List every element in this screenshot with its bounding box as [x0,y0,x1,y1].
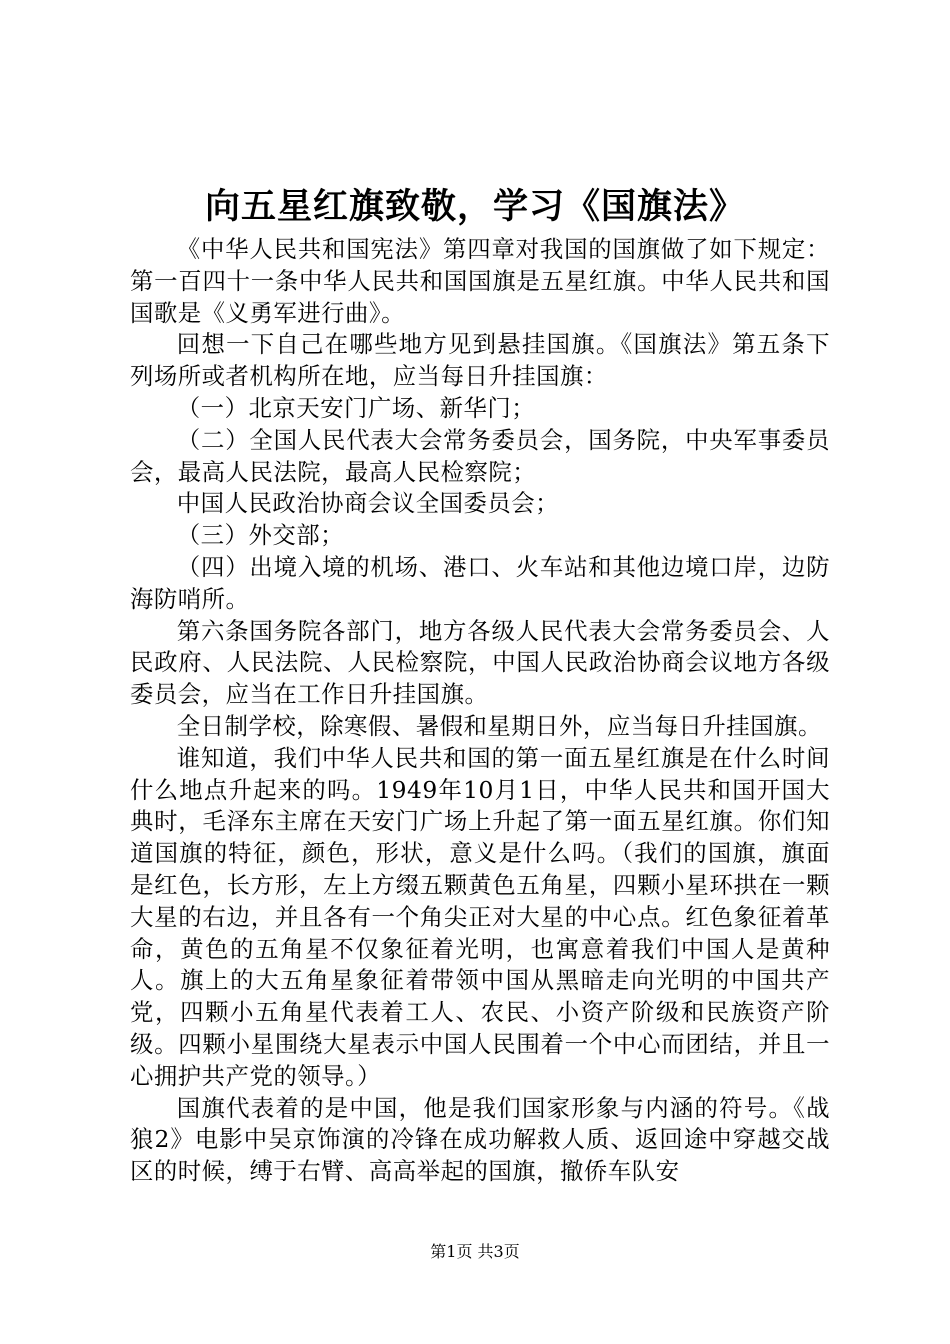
paragraph-item-four: （四）出境入境的机场、港口、火车站和其他边境口岸，边防海防哨所。 [130,552,830,613]
paragraph-cppcc: 中国人民政治协商会议全国委员会； [176,489,560,518]
document-title: 向五星红旗致敬，学习《国旗法》 [204,186,745,227]
page-footer: 第1页 共3页 [430,1242,520,1261]
paragraph-article-five: 回想一下自己在哪些地方见到悬挂国旗。《国旗法》第五条下列场所或者机构所在地，应当每日升挂国旗： [130,330,830,391]
paragraph-article-six: 第六条国务院各部门，地方各级人民代表大会常务委员会、人民政府、人民法院、人民检察院，中国人民政治协商会议地方各级委员会，应当在工作日升挂国旗。 [130,616,830,709]
paragraph-schools: 全日制学校，除寒假、暑假和星期日外，应当每日升挂国旗。 [176,711,822,740]
document-body [130,234,830,1188]
paragraph-item-three: （三）外交部； [176,521,345,550]
paragraph-first-flag: 谁知道，我们中华人民共和国的第一面五星红旗是在什么时间什么地点升起来的吗。1949年10月1日，中华人民共和国开国大典时，毛泽东主席在天安门广场上升起了第一面五星红旗。你们知道国旗的特征，颜色，形状，意义是什么吗。（我们的国旗，旗面是红色，长方形，左上方缀五颗黄色五角星，四颗小星环拱在一颗大星的右边，并且各有一个角尖正对大星的中心点。红色象征着革命，黄色的五角星不仅象征着光明，也寓意着我们中国人是黄种人。旗上的大五角星象征着带领中国从黑暗走向光明的中国共产党，四颗小五角星代表着工人、农民、小资产阶级和民族资产阶级。四颗小星围绕大星表示中国人民围着一个中心而团结，并且一心拥护共产党的领导。） [130,743,830,1090]
paragraph-flag-symbol: 国旗代表着的是中国，他是我们国家形象与内涵的符号。《战狼2》电影中吴京饰演的冷锋在成功解救人质、返回途中穿越交战区的时候，缚于右臂、高高举起的国旗，撤侨车队安 [130,1093,830,1186]
paragraph-item-two: （二）全国人民代表大会常务委员会，国务院，中央军事委员会，最高人民法院，最高人民检察院； [130,425,830,486]
paragraph-constitution: 《中华人民共和国宪法》第四章对我国的国旗做了如下规定：第一百四十一条中华人民共和国国旗是五星红旗。中华人民共和国国歌是《义勇军进行曲》。 [130,235,830,327]
paragraph-item-one: （一）北京天安门广场、新华门； [176,393,536,422]
